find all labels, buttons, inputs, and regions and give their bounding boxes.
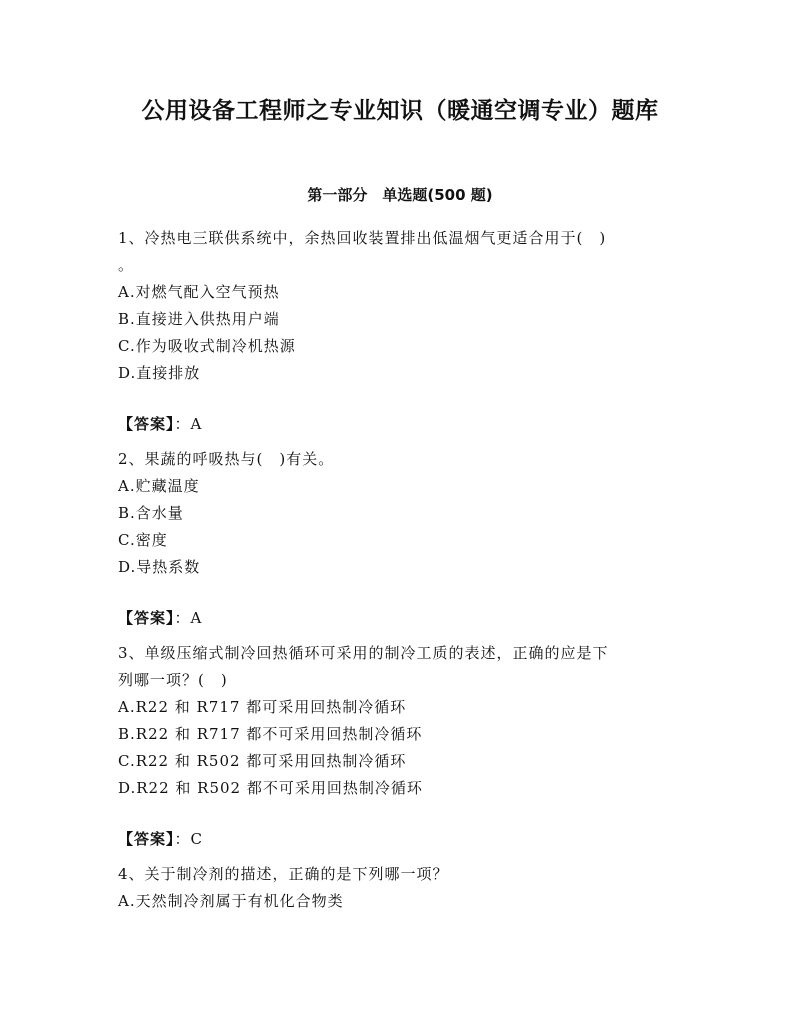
option-d: D.直接排放 bbox=[118, 364, 201, 382]
question-3 bbox=[118, 640, 682, 853]
question-4 bbox=[118, 861, 682, 915]
answer-separator: ： bbox=[174, 415, 191, 433]
option-a: A.贮藏温度 bbox=[118, 477, 200, 495]
answer-label: 【答案】 bbox=[118, 415, 175, 433]
answer-label: 【答案】 bbox=[118, 609, 175, 627]
option-b: B.直接进入供热用户端 bbox=[118, 310, 280, 328]
question-stem-line: 2、果蔬的呼吸热与( )有关。 bbox=[118, 450, 335, 468]
answer-value: C bbox=[190, 830, 204, 848]
answer-line bbox=[118, 826, 682, 853]
option-c: C.作为吸收式制冷机热源 bbox=[118, 337, 296, 355]
option-b: B.R22 和 R717 都不可采用回热制冷循环 bbox=[118, 725, 423, 743]
question-2 bbox=[118, 446, 682, 632]
question-stem-line: 列哪一项？( ) bbox=[118, 671, 228, 689]
option-c: C.R22 和 R502 都可采用回热制冷循环 bbox=[118, 752, 407, 770]
answer-value: A bbox=[190, 609, 203, 627]
option-c: C.密度 bbox=[118, 531, 168, 549]
question-stem-line: 。 bbox=[118, 256, 135, 274]
section-heading: 第一部分 单选题(500 题) bbox=[307, 186, 493, 204]
answer-value: A bbox=[190, 415, 203, 433]
answer-line bbox=[118, 411, 682, 438]
answer-label: 【答案】 bbox=[118, 830, 175, 848]
answer-separator: ： bbox=[174, 609, 191, 627]
document-title: 公用设备工程师之专业知识（暖通空调专业）题库 bbox=[141, 98, 659, 124]
option-a: A.R22 和 R717 都可采用回热制冷循环 bbox=[118, 698, 407, 716]
answer-separator: ： bbox=[174, 830, 191, 848]
question-list bbox=[118, 225, 682, 915]
question-1 bbox=[118, 225, 682, 438]
answer-line bbox=[118, 605, 682, 632]
option-d: D.R22 和 R502 都不可采用回热制冷循环 bbox=[118, 779, 423, 797]
option-b: B.含水量 bbox=[118, 504, 184, 522]
option-a: A.天然制冷剂属于有机化合物类 bbox=[118, 892, 344, 910]
question-stem-line: 1、冷热电三联供系统中，余热回收装置排出低温烟气更适合用于( ) bbox=[118, 229, 607, 247]
option-d: D.导热系数 bbox=[118, 558, 201, 576]
option-a: A.对燃气配入空气预热 bbox=[118, 283, 280, 301]
question-stem-line: 4、关于制冷剂的描述，正确的是下列哪一项？ bbox=[118, 865, 449, 883]
question-stem-line: 3、单级压缩式制冷回热循环可采用的制冷工质的表述，正确的应是下 bbox=[118, 644, 609, 662]
